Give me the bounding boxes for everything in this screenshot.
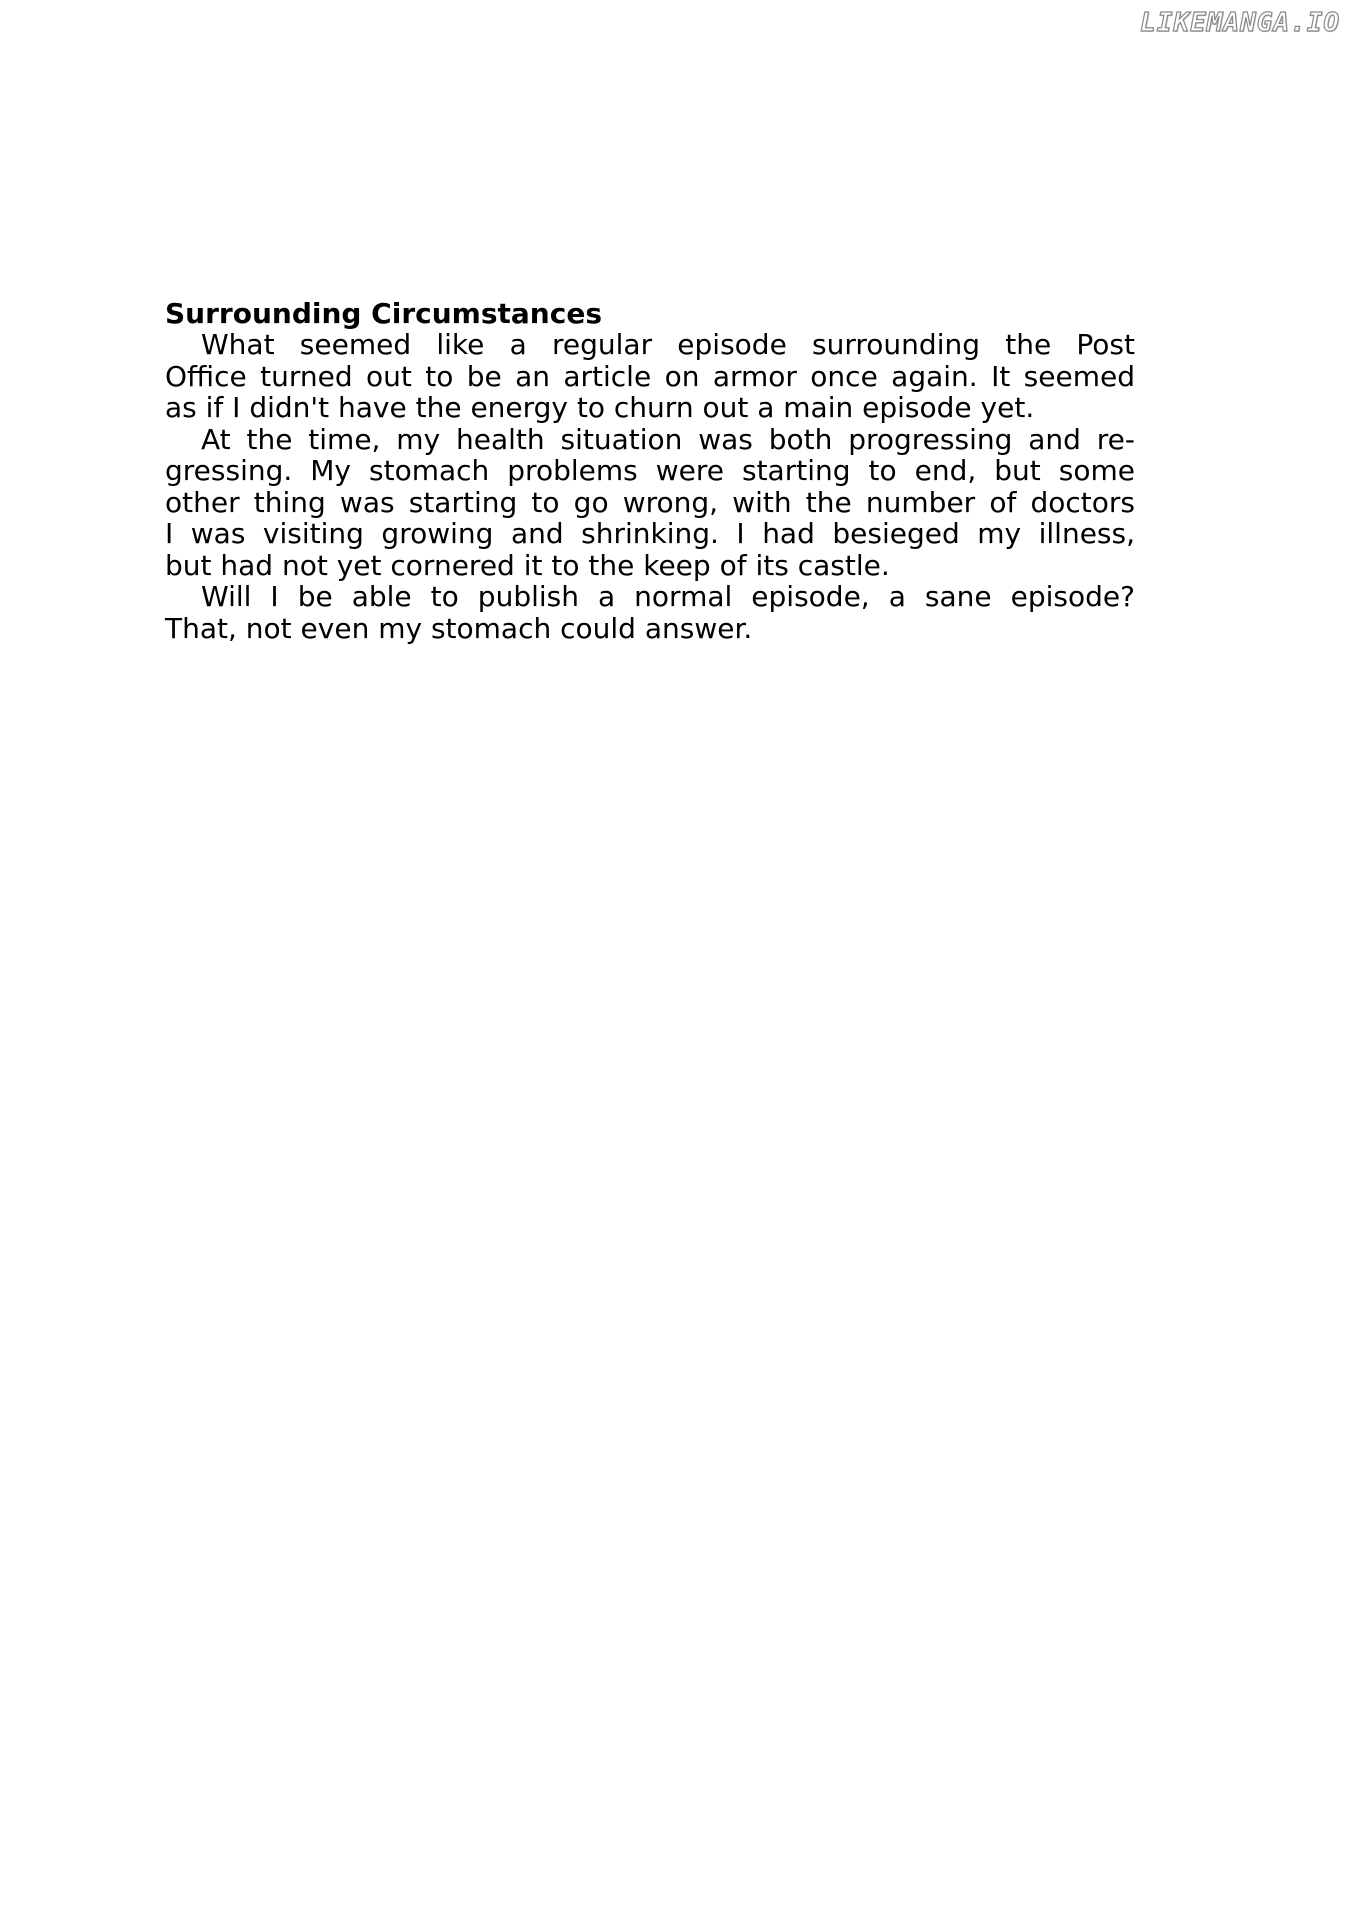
afterword-section xyxy=(165,298,1135,644)
text-line: other thing was starting to go wrong, with the number of doctors xyxy=(165,485,1135,519)
text-line: but had not yet cornered it to the keep of its castle. xyxy=(165,548,890,582)
text-line: At the time, my health situation was both progressing and re- xyxy=(201,422,1135,456)
text-line: gressing. My stomach problems were starting to end, but some xyxy=(165,454,1135,487)
afterword-heading: Surrounding Circumstances xyxy=(165,297,602,330)
text-line: That, not even my stomach could answer. xyxy=(165,611,753,645)
text-line: as if I didn't have the energy to churn out a main episode yet. xyxy=(165,391,1035,424)
text-line: I was visiting growing and shrinking. I had besieged my illness, xyxy=(165,517,1135,550)
text-line: What seemed like a regular episode surrounding the Post xyxy=(201,328,1135,361)
text-line: Will I be able to publish a normal episode, a sane episode? xyxy=(201,580,1135,613)
text-line: Office turned out to be an article on armor once again. It seemed xyxy=(165,359,1135,393)
site-watermark: LIKEMANGA.IO xyxy=(1140,8,1340,38)
